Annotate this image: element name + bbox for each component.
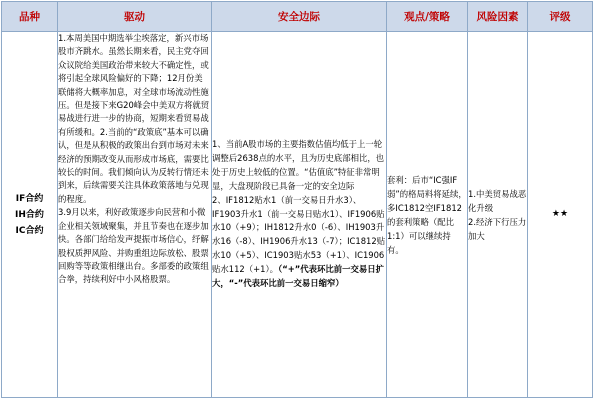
product-ic: IC合约 <box>15 225 44 236</box>
table-row <box>2 32 593 398</box>
view-strategy-cell: 套利：后市“IC强IF弱”的格局料将延续，多IC1812空IF1812的套利策略（配比1:1）可以继续持有。 <box>387 32 468 398</box>
safety-margin-cell <box>212 32 387 398</box>
header-risk: 风险因素 <box>468 2 528 32</box>
strategy-table <box>1 1 593 398</box>
header-safety-margin: 安全边际 <box>212 2 387 32</box>
table-header-row <box>2 2 593 32</box>
risk-cell <box>468 32 528 398</box>
header-driver: 驱动 <box>58 2 212 32</box>
driver-cell <box>58 32 212 398</box>
product-ih: IH合约 <box>15 209 44 220</box>
risk-item-2: 2.经济下行压力加大 <box>468 216 527 241</box>
product-if: IF合约 <box>15 193 44 204</box>
rating-stars: ★★ <box>528 32 593 398</box>
risk-item-1: 1.中美贸易战恶化升级 <box>468 188 527 213</box>
safety-note: （“+”代表环比前一交易日扩大，“-”代表环比前一交易日缩窄） <box>212 264 384 289</box>
safety-paragraph-1: 1、当前A股市场的主要指数估值均低于上一轮调整后2638点的水平，且为历史底部相比，也处于历史上较低的位置。“估值底”特征非常明显，大盘现阶段已具备一定的安全边际 <box>212 139 385 191</box>
driver-paragraph-2: 3.9月以来，利好政策逐步向民营和小微企业相关领域聚集，并且节奏也在逐步加快。各部门给给发声提振市场信心，纾解股权质押风险、并购重组边际放松、股票回购等等政策相继出台。多部委的政策组合拳，持续利好中小风格股票。 <box>58 207 209 285</box>
header-view-strategy: 观点/策略 <box>387 2 468 32</box>
driver-paragraph-1: 1.本周美国中期选举尘埃落定，新兴市场股市齐跳水。虽然长期来看，民主党夺回众议院给美国政治带来较大不确定性，或将引起全球风险偏好的下降；12月份美联储将大概率加息，对全球市场流动性施压。但是接下来G20峰会中美双方将就贸易战进行进一步的协商，短期来看贸易战有所缓和。2.当前的“政策底”基本可以确认，但是从积极的政策出台到市场对未来经济的预期改变从而形成市场底，需要比较长的时间。我们倾向认为反转行情还未到来，后续需要关注具体政策落地与兑现的程度。 <box>58 33 210 204</box>
header-product: 品种 <box>2 2 58 32</box>
product-cell <box>2 32 58 398</box>
safety-paragraph-2: 2、IF1812贴水1（前一交易日升水3）、IF1903升水1（前一交易日贴水1）、IF1906贴水10（+9）；IH1812升水0（-6）、IH1903升水16（-8）、IH1906升水13（-7）；IC1812贴水10（+5）、IC1903贴水53（+1）、IC1906贴水112（+1）。 <box>212 194 386 275</box>
header-rating: 评级 <box>528 2 593 32</box>
